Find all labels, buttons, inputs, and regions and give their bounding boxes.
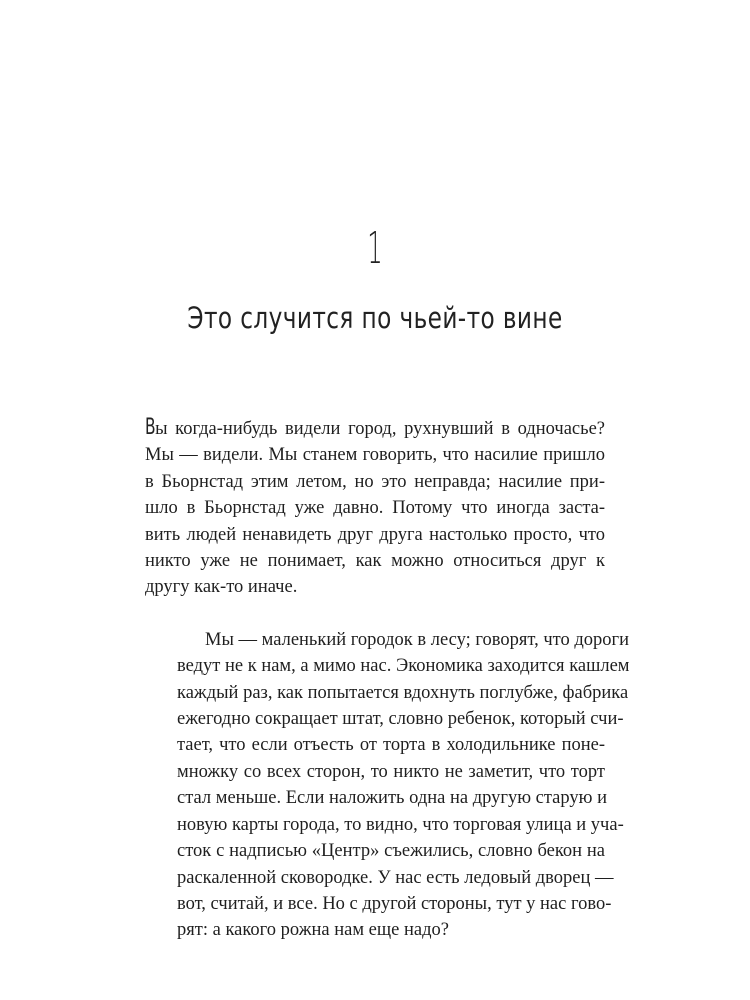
text-line: множку со всех сторон, то никто не заметит, что торт [177,761,605,782]
text-line: Мы — маленький городок в лесу; говорят, что дороги [205,629,630,650]
text-line: сток с надписью «Центр» съежились, словно бекон на [177,841,605,862]
text-line: раскаленной сковородке. У нас есть ледовый дворец — [177,867,614,888]
text-line: стал меньше. Если наложить одна на другую старую и [177,788,607,809]
chapter-number: 1 [367,223,383,274]
drop-cap: В [145,415,156,440]
chapter-title: Это случится по чьей-то вине [187,301,563,335]
paragraph-2 [145,627,630,944]
text-line: новую карты города, то видно, что торговая улица и уча- [177,814,624,835]
paragraph-1 [145,415,605,601]
text-line: в Бьорнстад этим летом, но это неправда; насилие при- [145,471,605,492]
text-line: ведут не к нам, а мимо нас. Экономика заходится кашлем [177,656,630,677]
text-line: никто уже не понимает, как можно относиться друг к [145,551,605,572]
body-text [145,415,630,944]
text-line: каждый раз, как попытается вдохнуть поглубже, фабрика [177,682,629,703]
text-line: ежегодно сокращает штат, словно ребенок, который счи- [177,709,624,730]
text-line: рят: а какого рожна нам еще надо? [177,920,449,941]
text-line: другу как-то иначе. [145,577,298,598]
text-line: Мы — видели. Мы станем говорить, что насилие пришло [145,445,605,466]
text-line: тает, что если отъесть от торта в холодильнике поне- [177,735,605,756]
text-line: вот, считай, и все. Но с другой стороны, тут у нас гово- [177,893,612,914]
text-line: Вы когда-нибудь видели город, рухнувший в одночасье? [145,415,605,440]
text-line: вить людей ненавидеть друг друга настолько просто, что [145,524,605,545]
text-line: шло в Бьорнстад уже давно. Потому что иногда заста- [145,498,605,519]
